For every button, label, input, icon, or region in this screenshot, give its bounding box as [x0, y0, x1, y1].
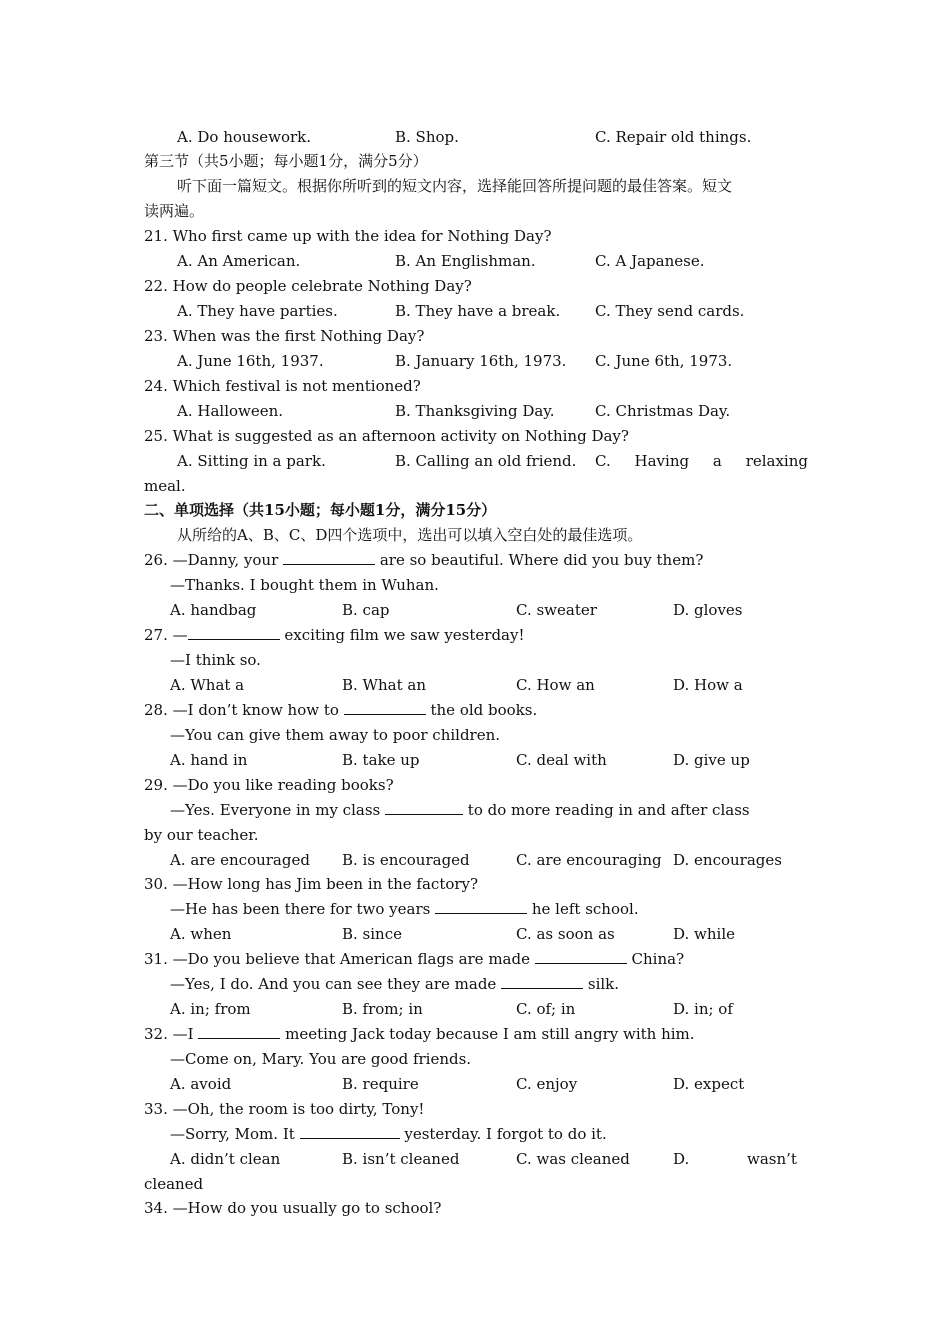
option-b: B. require — [342, 1075, 419, 1093]
options-25 — [177, 449, 808, 474]
option-b: B. January 16th, 1973. — [395, 352, 567, 370]
question-34: 34. —How do you usually go to school? — [144, 1199, 442, 1217]
question-text: 26. —Danny, your — [144, 551, 279, 569]
question-30: 30. —How long has Jim been in the factory? — [144, 875, 479, 893]
reply-33 — [170, 1122, 808, 1147]
option-a: A. didn’t clean — [170, 1150, 281, 1168]
option-d: D. How a — [673, 676, 743, 694]
option-d-text: wasn’t — [747, 1150, 797, 1168]
option-a: A. Sitting in a park. — [177, 452, 326, 470]
options-26 — [170, 598, 808, 623]
question-27 — [144, 623, 808, 648]
reply-29-wrap: by our teacher. — [144, 826, 259, 844]
options-30 — [170, 922, 808, 947]
section3-instruction: 听下面一篇短文。根据你所听到的短文内容，选择能回答所提问题的最佳答案。短文 — [177, 177, 733, 195]
question-23: 23. When was the first Nothing Day? — [144, 327, 425, 345]
question-text: he left school. — [531, 900, 639, 918]
question-text: meeting Jack today because I am still angry with him. — [285, 1025, 695, 1043]
question-text: exciting film we saw yesterday! — [284, 626, 525, 644]
section3-heading: 第三节（共5小题；每小题1分，满分5分） — [144, 152, 428, 170]
question-29: 29. —Do you like reading books? — [144, 776, 394, 794]
part2-instruction: 从所给的A、B、C、D四个选项中，选出可以填入空白处的最佳选项。 — [177, 526, 643, 544]
option-c: C. They send cards. — [595, 302, 745, 320]
question-text: yesterday. I forgot to do it. — [404, 1125, 607, 1143]
option-c: C. are encouraging — [516, 851, 662, 869]
options-32 — [170, 1072, 808, 1097]
option-a: A. when — [170, 925, 232, 943]
answer-blank — [385, 798, 463, 815]
options-29 — [170, 848, 808, 873]
option-d: D. give up — [673, 751, 750, 769]
question-text: —Sorry, Mom. It — [170, 1125, 295, 1143]
option-a: A. What a — [170, 676, 245, 694]
answer-blank — [283, 548, 375, 565]
question-text: the old books. — [430, 701, 538, 719]
question-text: to do more reading in and after class — [467, 801, 750, 819]
option-a: A. in; from — [170, 1000, 251, 1018]
question-text: China? — [631, 950, 685, 968]
option-c: C. was cleaned — [516, 1150, 630, 1168]
option-c: C. How an — [516, 676, 595, 694]
question-text: are so beautiful. Where did you buy them? — [379, 551, 704, 569]
option-b: B. They have a break. — [395, 302, 561, 320]
answer-blank — [198, 1022, 280, 1039]
option-b: B. Calling an old friend. — [395, 452, 577, 470]
part2-heading: 二、单项选择（共15小题；每小题1分，满分15分） — [144, 501, 497, 519]
question-text: —Yes, I do. And you can see they are made — [170, 975, 497, 993]
reply-26: —Thanks. I bought them in Wuhan. — [170, 576, 439, 594]
option-b: B. Thanksgiving Day. — [395, 402, 555, 420]
option-d: D. — [673, 1150, 690, 1168]
question-21: 21. Who first came up with the idea for Nothing Day? — [144, 227, 552, 245]
option-b: B. cap — [342, 601, 390, 619]
question-32 — [144, 1022, 808, 1047]
option-c: C. deal with — [516, 751, 607, 769]
option-a: A. They have parties. — [177, 302, 338, 320]
answer-blank — [300, 1122, 400, 1139]
prev-options-row — [177, 125, 808, 150]
question-text: 32. —I — [144, 1025, 194, 1043]
reply-31 — [170, 972, 808, 997]
option-a: A. Do housework. — [177, 128, 312, 146]
option-c: C. sweater — [516, 601, 597, 619]
options-25-wrap: meal. — [144, 477, 186, 495]
option-a: A. Halloween. — [177, 402, 284, 420]
option-c: C. as soon as — [516, 925, 615, 943]
question-text: silk. — [587, 975, 620, 993]
options-31 — [170, 997, 808, 1022]
options-33 — [170, 1147, 808, 1172]
option-c: C. of; in — [516, 1000, 576, 1018]
question-text: 31. —Do you believe that American flags are made — [144, 950, 530, 968]
reply-29 — [170, 798, 808, 823]
options-28 — [170, 748, 808, 773]
option-d: D. gloves — [673, 601, 743, 619]
option-a: A. An American. — [177, 252, 301, 270]
options-24 — [177, 399, 808, 424]
question-text: 27. — — [144, 626, 188, 644]
option-a: A. are encouraged — [170, 851, 310, 869]
option-b: B. take up — [342, 751, 420, 769]
option-c: C. A Japanese. — [595, 252, 705, 270]
option-a: A. avoid — [170, 1075, 232, 1093]
question-22: 22. How do people celebrate Nothing Day? — [144, 277, 472, 295]
question-33: 33. —Oh, the room is too dirty, Tony! — [144, 1100, 425, 1118]
answer-blank — [435, 897, 527, 914]
option-c: C. enjoy — [516, 1075, 578, 1093]
reply-32: —Come on, Mary. You are good friends. — [170, 1050, 472, 1068]
option-a: A. hand in — [170, 751, 248, 769]
option-b: B. since — [342, 925, 402, 943]
option-d: D. while — [673, 925, 735, 943]
options-23 — [177, 349, 808, 374]
option-b: B. is encouraged — [342, 851, 470, 869]
option-b: B. An Englishman. — [395, 252, 536, 270]
answer-blank — [188, 623, 280, 640]
question-25: 25. What is suggested as an afternoon activity on Nothing Day? — [144, 427, 629, 445]
option-a: A. June 16th, 1937. — [177, 352, 324, 370]
option-b: B. Shop. — [395, 128, 459, 146]
answer-blank — [344, 698, 426, 715]
option-a: A. handbag — [170, 601, 257, 619]
question-text: —Yes. Everyone in my class — [170, 801, 381, 819]
option-b: B. What an — [342, 676, 426, 694]
question-26 — [144, 548, 808, 573]
answer-blank — [535, 947, 627, 964]
section3-instruction-cont: 读两遍。 — [144, 202, 205, 220]
option-d: D. expect — [673, 1075, 745, 1093]
option-d: D. in; of — [673, 1000, 733, 1018]
question-text: 28. —I don’t know how to — [144, 701, 339, 719]
option-c: C. June 6th, 1973. — [595, 352, 733, 370]
reply-27: —I think so. — [170, 651, 261, 669]
options-22 — [177, 299, 808, 324]
reply-30 — [170, 897, 808, 922]
options-27 — [170, 673, 808, 698]
option-b: B. from; in — [342, 1000, 423, 1018]
option-b: B. isn’t cleaned — [342, 1150, 460, 1168]
answer-blank — [501, 972, 583, 989]
option-c: C. Having a relaxing — [595, 452, 808, 470]
question-text: —He has been there for two years — [170, 900, 431, 918]
question-24: 24. Which festival is not mentioned? — [144, 377, 421, 395]
options-33-wrap: cleaned — [144, 1175, 204, 1193]
reply-28: —You can give them away to poor children. — [170, 726, 501, 744]
question-31 — [144, 947, 808, 972]
options-21 — [177, 249, 808, 274]
question-28 — [144, 698, 808, 723]
option-c: C. Repair old things. — [595, 128, 752, 146]
option-d: D. encourages — [673, 851, 782, 869]
option-c: C. Christmas Day. — [595, 402, 731, 420]
